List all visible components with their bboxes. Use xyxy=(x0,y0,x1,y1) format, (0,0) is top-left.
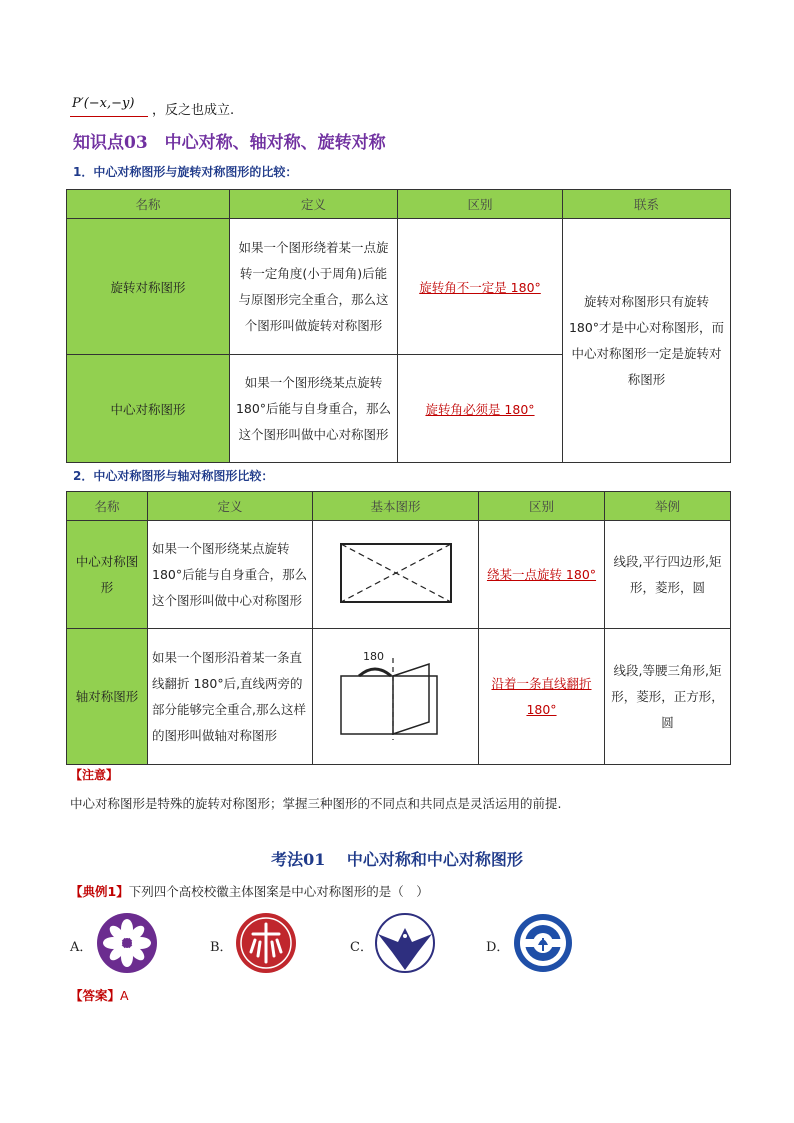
table-row xyxy=(67,219,731,355)
table-row xyxy=(67,521,731,629)
table2-header-name: 名称 xyxy=(67,492,148,521)
answer-value: A xyxy=(120,988,129,1003)
table2-subtitle: 2．中心对称图形与轴对称图形比较： xyxy=(73,469,274,483)
table2-row1-definition: 如果一个图形绕某点旋转 180°后能与自身重合，那么这个图形叫做中心对称图形 xyxy=(148,521,313,629)
method-title: 考法01 中心对称和中心对称图形 xyxy=(271,850,523,869)
table2-row2-definition: 如果一个图形沿着某一条直线翻折 180°后,直线两旁的部分能够完全重合,那么这样的图形叫做轴对称图形 xyxy=(148,629,313,765)
table1-row2-definition: 如果一个图形绕某点旋转 180°后能与自身重合，那么这个图形叫做中心对称图形 xyxy=(230,355,398,463)
table2-row1-difference xyxy=(479,521,605,629)
table1-header-name: 名称 xyxy=(67,190,230,219)
answer-line xyxy=(70,986,129,1004)
option-c-label[interactable]: C． xyxy=(350,940,373,955)
table1-row2-difference xyxy=(398,355,563,463)
table2-row2-difference-text: 沿着一条直线翻折 180° xyxy=(491,675,592,717)
table1-row1-difference-text: 旋转角不一定是 180° xyxy=(419,279,541,295)
table2-row1-example: 线段,平行四边形,矩形，菱形，圆 xyxy=(605,521,731,629)
table1-subtitle: 1．中心对称图形与旋转对称图形的比较： xyxy=(73,165,298,179)
options-row xyxy=(70,912,730,976)
note-text: 中心对称图形是特殊的旋转对称图形；掌握三种图形的不同点和共同点是灵活运用的前提. xyxy=(70,796,562,811)
example-question xyxy=(70,882,429,900)
option-d-label[interactable]: D． xyxy=(486,940,510,955)
answer-tag: 【答案】 xyxy=(70,988,121,1003)
table2-row2-figure xyxy=(313,629,479,765)
fold-figure xyxy=(331,640,461,750)
comparison-table-2 xyxy=(66,491,731,765)
comparison-table-1 xyxy=(66,189,731,463)
table2-header-row xyxy=(67,492,731,521)
table2-header-example: 举例 xyxy=(605,492,731,521)
table1-row2-difference-text: 旋转角必须是 180° xyxy=(425,401,535,417)
seal-emblem-icon[interactable] xyxy=(235,912,297,974)
table2-header-definition: 定义 xyxy=(148,492,313,521)
table1-row1-definition: 如果一个图形绕着某一点旋转一定角度(小于周角)后能与原图形完全重合，那么这个图形叫做旋转对称图形 xyxy=(230,219,398,355)
table1-row2-name: 中心对称图形 xyxy=(67,355,230,463)
section-title: 知识点03 中心对称、轴对称、旋转对称 xyxy=(73,133,386,153)
rectangle-diagonals-figure xyxy=(331,536,461,610)
table2-row1-figure xyxy=(313,521,479,629)
formula-underline xyxy=(70,116,148,117)
example-tag: 【典例1】 xyxy=(70,884,129,899)
table1-header-difference: 区别 xyxy=(398,190,563,219)
table2-row2-difference xyxy=(479,629,605,765)
option-b-label[interactable]: B． xyxy=(210,940,233,955)
table1-relation: 旋转对称图形只有旋转 180°才是中心对称图形，而中心对称图形一定是旋转对称图形 xyxy=(563,219,731,463)
formula-text: P′(−x,−y) xyxy=(72,96,135,111)
table2-header-figure: 基本图形 xyxy=(313,492,479,521)
table2-row2-example: 线段,等腰三角形,矩形，菱形，正方形，圆 xyxy=(605,629,731,765)
example-question-text: 下列四个高校校徽主体图案是中心对称图形的是（ ） xyxy=(128,884,429,899)
option-a-label[interactable]: A． xyxy=(70,940,93,955)
table1-header-definition: 定义 xyxy=(230,190,398,219)
table-row xyxy=(67,629,731,765)
table2-header-difference: 区别 xyxy=(479,492,605,521)
table1-row1-difference xyxy=(398,219,563,355)
flower-emblem-icon[interactable] xyxy=(96,912,158,974)
circle-emblem-icon[interactable] xyxy=(512,912,574,974)
table2-row1-name: 中心对称图形 xyxy=(67,521,148,629)
fold-angle-label: 180 xyxy=(362,650,384,663)
table1-header-relation: 联系 xyxy=(563,190,731,219)
table1-header-row xyxy=(67,190,731,219)
table2-row2-name: 轴对称图形 xyxy=(67,629,148,765)
table2-row1-difference-text: 绕某一点旋转 180° xyxy=(486,566,597,582)
note-label: 【注意】 xyxy=(70,768,119,782)
formula-tail-text: ，反之也成立. xyxy=(152,103,235,118)
table1-row1-name: 旋转对称图形 xyxy=(67,219,230,355)
eagle-emblem-icon[interactable] xyxy=(374,912,436,974)
